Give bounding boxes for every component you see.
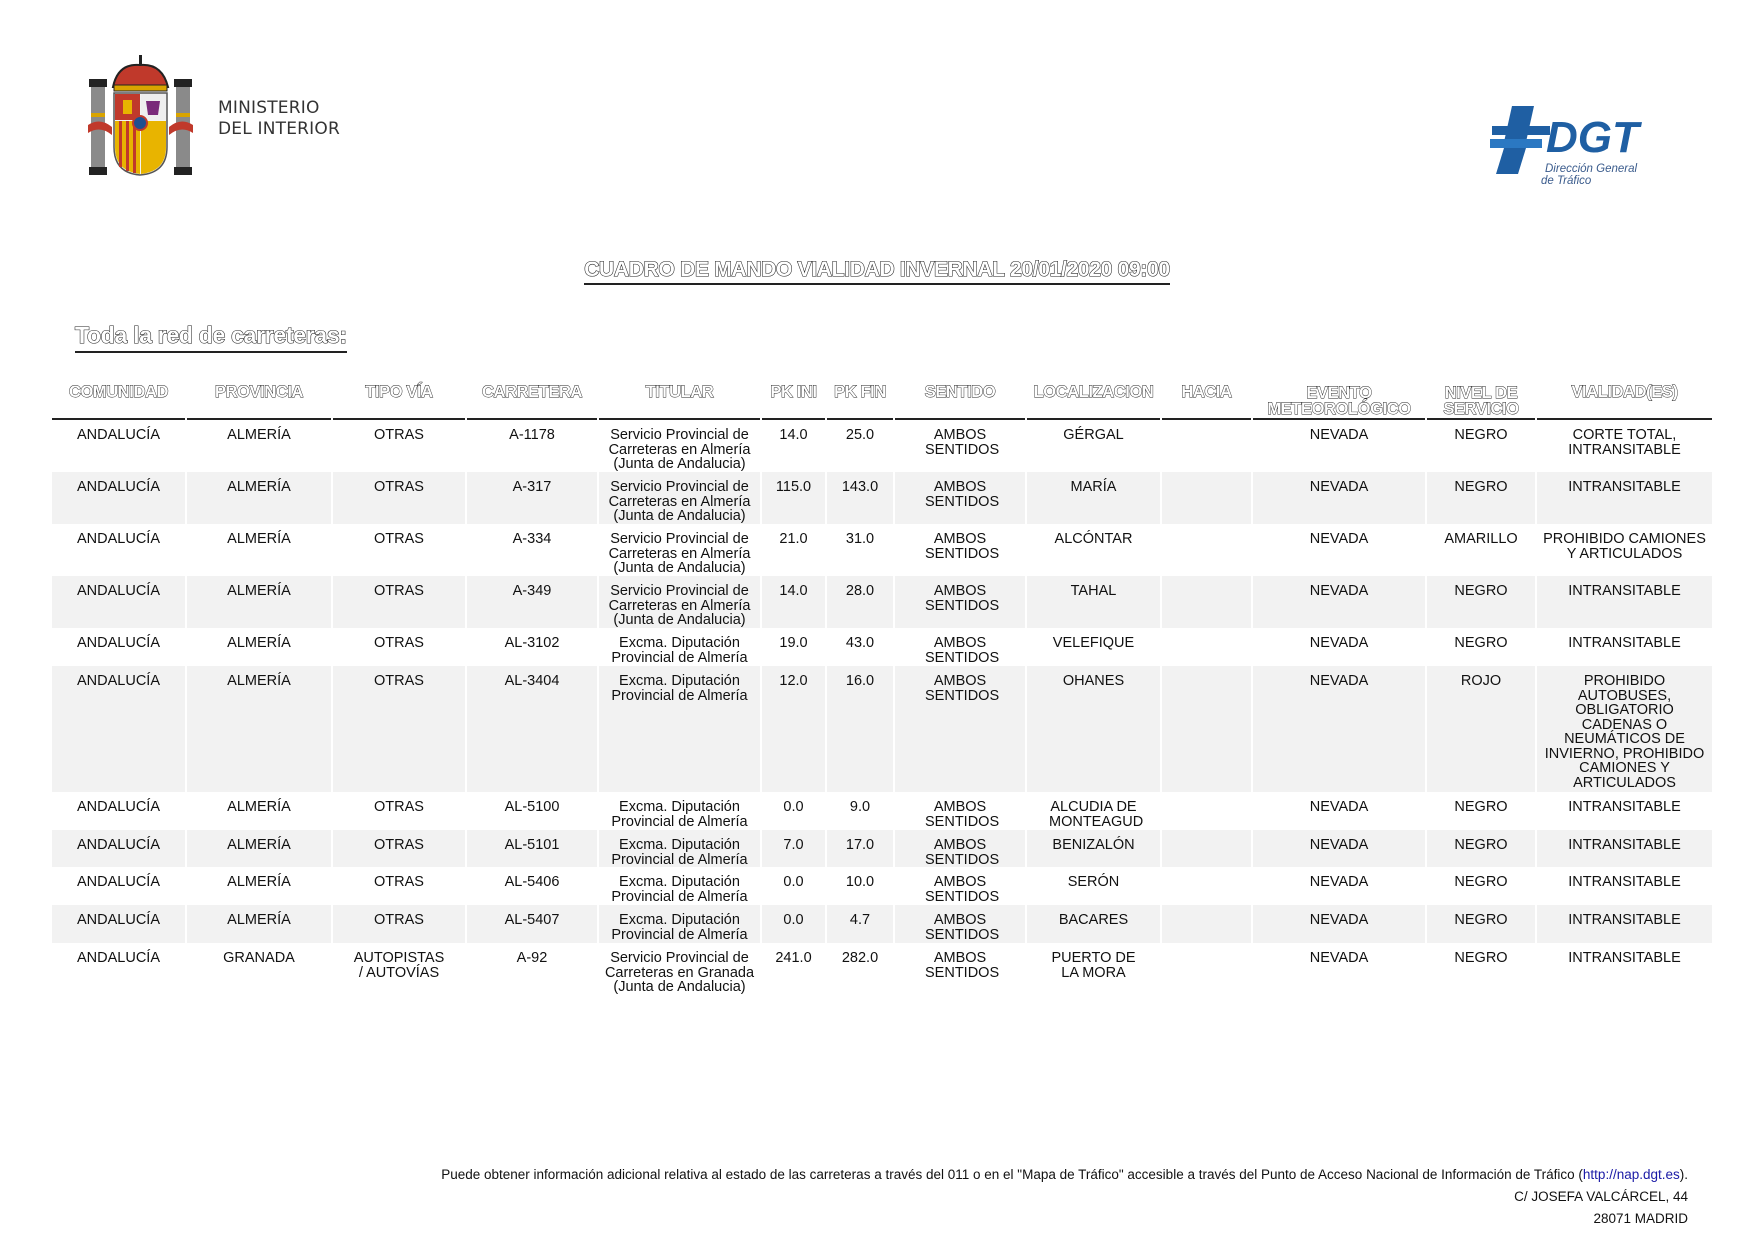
cell-tipo-via: OTRAS [374,427,424,443]
cell-tipo-via: OTRAS [374,635,424,651]
cell-tipo-via: OTRAS [374,799,424,815]
cell-evento: NEVADA [1253,830,1425,867]
cell-pk-ini: 21.0 [779,531,808,547]
cell-pk-ini: 14.0 [762,576,825,628]
column-header-tipo-via: TIPO VÍA [365,383,433,401]
cell-vialidad: INTRANSITABLE [1568,874,1681,890]
cell-pk-fin: 143.0 [827,472,893,524]
cell-sentido: AMBOS SENTIDOS [895,830,1025,867]
cell-pk-fin: 4.7 [827,905,893,943]
cell-comunidad: ANDALUCÍA [52,472,185,524]
ministry-name-line1: MINISTERIO [218,98,320,118]
cell-vialidad: INTRANSITABLE [1537,576,1712,628]
cell-titular: Servicio Provincial de Carreteras en Almería (Junta de Andalucia) [599,472,760,524]
cell-titular: Servicio Provincial de Carreteras en Almería (Junta de Andalucia) [608,531,751,576]
cell-pk-ini: 0.0 [783,799,804,815]
cell-pk-fin: 16.0 [827,666,893,792]
cell-nivel: AMARILLO [1444,531,1518,547]
cell-sentido: AMBOS SENTIDOS [895,666,1025,792]
page-title [0,258,1754,285]
roads-table [52,380,1712,995]
cell-hacia [1162,472,1251,524]
cell-provincia: ALMERÍA [187,472,331,524]
cell-comunidad: ANDALUCÍA [77,427,160,443]
table-row [52,905,1712,943]
cell-evento: NEVADA [1309,531,1369,547]
cell-comunidad: ANDALUCÍA [52,666,185,792]
cell-evento: NEVADA [1253,905,1425,943]
cell-comunidad: ANDALUCÍA [77,950,160,966]
cell-nivel: NEGRO [1454,950,1508,966]
column-header-titular: TITULAR [645,383,714,401]
cell-hacia [1162,576,1251,628]
cell-provincia: ALMERÍA [187,830,331,867]
cell-localizacion: PUERTO DE LA MORA [1051,950,1136,981]
cell-localizacion: VELEFIQUE [1052,635,1135,651]
cell-pk-fin: 25.0 [845,427,875,443]
cell-evento: NEVADA [1253,576,1425,628]
cell-hacia [1162,420,1251,472]
cell-tipo-via: OTRAS [374,531,424,547]
cell-hacia [1162,905,1251,943]
cell-vialidad: PROHIBIDO CAMIONES Y ARTICULADOS [1543,531,1706,562]
cell-carretera: A-1178 [509,427,555,443]
footer-note-text: Puede obtener información adicional relativa al estado de las carreteras a través del 011 o en el "Mapa de Tráfico" accesible a través del Punto de Acceso Nacional de Información de Tráfico ( [441,1167,1583,1182]
cell-sentido: AMBOS SENTIDOS [925,874,1000,905]
cell-localizacion: GÉRGAL [1063,427,1124,443]
column-header-pk-fin: PK FIN [834,383,886,401]
page-title-text: CUADRO DE MANDO VIALIDAD INVERNAL 20/01/2020 09:00 [584,258,1170,285]
table-row [52,792,1712,830]
cell-carretera: A-92 [516,950,548,966]
cell-hacia [1162,867,1251,905]
cell-hacia [1162,628,1251,666]
cell-provincia: ALMERÍA [227,531,291,547]
ministry-name [218,98,340,140]
cell-vialidad: INTRANSITABLE [1537,905,1712,943]
cell-carretera: AL-5101 [467,830,597,867]
column-header-evento: EVENTO METEOROLÓGICO [1267,384,1411,418]
cell-localizacion: SERÓN [1067,874,1120,890]
cell-provincia: ALMERÍA [187,905,331,943]
cell-pk-ini: 241.0 [775,950,812,966]
table-row [52,420,1712,472]
column-header-localizacion: LOCALIZACION [1033,383,1154,401]
cell-titular: Servicio Provincial de Carreteras en Granada (Junta de Andalucia) [604,950,755,995]
table-row [52,666,1712,792]
cell-localizacion: OHANES [1027,666,1160,792]
cell-carretera: AL-5407 [467,905,597,943]
cell-evento: NEVADA [1309,635,1369,651]
cell-pk-ini: 14.0 [779,427,808,443]
cell-titular: Servicio Provincial de Carreteras en Almería (Junta de Andalucia) [608,427,751,472]
cell-evento: NEVADA [1309,874,1369,890]
cell-pk-fin: 43.0 [845,635,875,651]
cell-nivel: NEGRO [1427,576,1535,628]
cell-localizacion: BACARES [1027,905,1160,943]
cell-tipo-via: OTRAS [333,905,465,943]
cell-vialidad: INTRANSITABLE [1568,635,1681,651]
dgt-subtitle-line2: de Tráfico [1541,175,1592,187]
cell-pk-ini: 0.0 [762,905,825,943]
cell-comunidad: ANDALUCÍA [52,830,185,867]
cell-evento: NEVADA [1309,950,1369,966]
cell-provincia: ALMERÍA [227,874,291,890]
cell-sentido: AMBOS SENTIDOS [925,427,1000,458]
cell-titular: Servicio Provincial de Carreteras en Almería (Junta de Andalucia) [599,576,760,628]
cell-evento: NEVADA [1309,427,1369,443]
cell-nivel: NEGRO [1454,799,1508,815]
cell-pk-fin: 28.0 [827,576,893,628]
dgt-logo-text: DGT [1546,113,1639,162]
cell-vialidad: INTRANSITABLE [1537,830,1712,867]
cell-hacia [1162,524,1251,576]
cell-pk-ini: 19.0 [779,635,808,651]
cell-sentido: AMBOS SENTIDOS [895,905,1025,943]
cell-nivel: NEGRO [1454,427,1508,443]
cell-localizacion: TAHAL [1027,576,1160,628]
cell-tipo-via: AUTOPISTAS / AUTOVÍAS [353,950,445,981]
cell-evento: NEVADA [1309,799,1369,815]
cell-provincia: GRANADA [223,950,295,966]
cell-carretera: AL-5406 [504,874,560,890]
cell-sentido: AMBOS SENTIDOS [925,950,1000,981]
cell-vialidad: INTRANSITABLE [1568,799,1681,815]
cell-carretera: AL-3102 [504,635,560,651]
dgt-subtitle-line1: Dirección General [1545,163,1638,175]
cell-tipo-via: OTRAS [374,874,424,890]
column-header-nivel: NIVEL DE SERVICIO [1443,384,1519,418]
table-row [52,830,1712,867]
cell-localizacion: ALCÓNTAR [1054,531,1133,547]
cell-comunidad: ANDALUCÍA [52,576,185,628]
ministry-name-line2: DEL INTERIOR [218,119,340,139]
cell-sentido: AMBOS SENTIDOS [925,635,1000,666]
cell-carretera: AL-3404 [467,666,597,792]
address-line2: 28071 MADRID [1593,1211,1688,1226]
cell-nivel: NEGRO [1454,874,1508,890]
cell-pk-fin: 17.0 [827,830,893,867]
cell-nivel: NEGRO [1454,635,1508,651]
dgt-subtitle [1541,163,1638,187]
cell-hacia [1162,830,1251,867]
cell-tipo-via: OTRAS [333,666,465,792]
cell-titular: Excma. Diputación Provincial de Almería [599,905,760,943]
cell-provincia: ALMERÍA [227,799,291,815]
section-title-text: Toda la red de carreteras: [75,322,347,353]
cell-provincia: ALMERÍA [227,635,291,651]
cell-hacia [1162,666,1251,792]
cell-comunidad: ANDALUCÍA [52,905,185,943]
cell-evento: NEVADA [1253,472,1425,524]
table-row [52,628,1712,666]
column-header-comunidad: COMUNIDAD [68,383,169,401]
cell-sentido: AMBOS SENTIDOS [925,531,1000,562]
footer-note [441,1167,1688,1182]
cell-provincia: ALMERÍA [227,427,291,443]
cell-tipo-via: OTRAS [333,472,465,524]
cell-comunidad: ANDALUCÍA [77,799,160,815]
cell-sentido: AMBOS SENTIDOS [895,472,1025,524]
table-row [52,943,1712,995]
cell-tipo-via: OTRAS [333,830,465,867]
cell-provincia: ALMERÍA [187,576,331,628]
cell-pk-ini: 115.0 [762,472,825,524]
table-row [52,524,1712,576]
column-header-hacia: HACIA [1181,383,1232,401]
table-row [52,576,1712,628]
cell-pk-ini: 12.0 [762,666,825,792]
cell-localizacion: MARÍA [1027,472,1160,524]
cell-nivel: ROJO [1427,666,1535,792]
footer-note-suffix: ). [1679,1167,1688,1182]
nap-dgt-link[interactable]: http://nap.dgt.es [1582,1167,1680,1182]
section-title [75,322,347,353]
cell-pk-fin: 282.0 [841,950,879,966]
cell-comunidad: ANDALUCÍA [77,874,160,890]
cell-vialidad: CORTE TOTAL, INTRANSITABLE [1568,427,1681,458]
cell-titular: Excma. Diputación Provincial de Almería [611,635,748,666]
cell-hacia [1162,792,1251,830]
cell-titular: Excma. Diputación Provincial de Almería [611,799,748,830]
cell-pk-fin: 9.0 [849,799,871,815]
column-header-provincia: PROVINCIA [214,383,304,401]
cell-pk-ini: 7.0 [762,830,825,867]
cell-pk-fin: 31.0 [845,531,875,547]
cell-provincia: ALMERÍA [187,666,331,792]
column-header-pk-ini: PK INI [770,383,817,401]
cell-pk-fin: 10.0 [845,874,875,890]
address-line1: C/ JOSEFA VALCÁRCEL, 44 [1514,1189,1688,1204]
cell-carretera: AL-5100 [504,799,560,815]
cell-comunidad: ANDALUCÍA [77,635,160,651]
cell-vialidad: INTRANSITABLE [1537,472,1712,524]
cell-localizacion: ALCUDIA DE MONTEAGUD [1049,799,1144,830]
cell-carretera: A-334 [512,531,552,547]
table-row [52,472,1712,524]
cell-evento: NEVADA [1253,666,1425,792]
table-body [52,420,1712,995]
cell-titular: Excma. Diputación Provincial de Almería [599,830,760,867]
cell-vialidad: INTRANSITABLE [1568,950,1681,966]
column-header-carretera: CARRETERA [482,383,582,401]
cell-titular: Excma. Diputación Provincial de Almería [611,874,748,905]
cell-tipo-via: OTRAS [333,576,465,628]
cell-carretera: A-317 [467,472,597,524]
cell-vialidad: PROHIBIDO AUTOBUSES, OBLIGATORIO CADENAS O NEUMÁTICOS DE INVIERNO, PROHIBIDO CAMIONES Y ARTICULADOS [1537,666,1712,792]
cell-pk-ini: 0.0 [783,874,804,890]
cell-nivel: NEGRO [1427,905,1535,943]
table-header [52,380,1712,420]
cell-nivel: NEGRO [1427,472,1535,524]
cell-sentido: AMBOS SENTIDOS [925,799,1000,830]
cell-sentido: AMBOS SENTIDOS [895,576,1025,628]
column-header-vialidad: VIALIDAD(ES) [1571,383,1678,401]
cell-comunidad: ANDALUCÍA [77,531,160,547]
cell-titular: Excma. Diputación Provincial de Almería [599,666,760,792]
cell-hacia [1162,943,1251,995]
cell-nivel: NEGRO [1427,830,1535,867]
column-header-sentido: SENTIDO [924,383,996,401]
table-row [52,867,1712,905]
cell-carretera: A-349 [467,576,597,628]
cell-localizacion: BENIZALÓN [1027,830,1160,867]
